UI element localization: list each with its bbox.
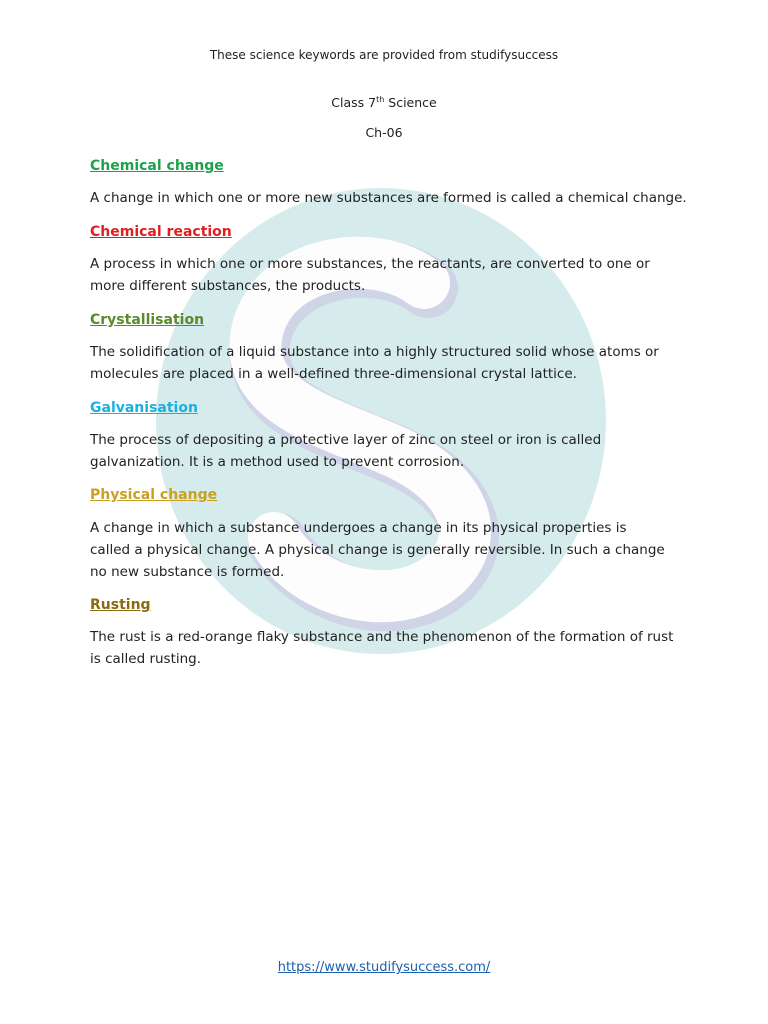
class-prefix: Class 7 [331, 95, 377, 110]
keyword-definition-block [90, 253, 680, 297]
footer-website-link[interactable]: https://www.studifysuccess.com/ [277, 960, 491, 975]
keyword-entry [90, 222, 690, 242]
keyword-entry [90, 595, 690, 615]
keyword-definition-block [90, 429, 690, 473]
keyword-title: Chemical reaction [90, 224, 232, 240]
class-heading [0, 95, 768, 110]
header-note: These science keywords are provided from studifysuccess [209, 48, 559, 62]
keyword-entry [90, 310, 690, 330]
keyword-definition-block [90, 341, 670, 385]
keyword-title: Rusting [90, 597, 151, 613]
keyword-definition: The process of depositing a protective layer of zinc on steel or iron is called galvanization. It is a method used to prevent corrosion. [90, 432, 602, 470]
keyword-definition-block [90, 517, 665, 583]
keyword-title: Galvanisation [90, 400, 198, 416]
keyword-definition: The solidification of a liquid substance into a highly structured solid whose atoms or molecules are placed in a well-defined three-dimensional crystal lattice. [90, 344, 659, 382]
class-superscript: th [376, 95, 385, 104]
keyword-definition: A change in which a substance undergoes a change in its physical properties is called a physical change. A physical change is generally reversible. In such a change no new substance is formed. [90, 520, 665, 580]
keyword-title: Chemical change [90, 158, 224, 174]
keyword-definition: The rust is a red-orange flaky substance and the phenomenon of the formation of rust is called rusting. [90, 629, 674, 667]
keyword-definition-block [90, 626, 680, 670]
keyword-title: Crystallisation [90, 312, 205, 328]
keyword-definition-block [90, 187, 690, 209]
keyword-title: Physical change [90, 487, 218, 503]
keyword-entry [90, 485, 690, 505]
keyword-definition: A process in which one or more substances, the reactants, are converted to one or more different substances, the products. [90, 256, 650, 294]
keyword-entry [90, 398, 690, 418]
chapter-heading: Ch-06 [365, 125, 403, 140]
keyword-definition: A change in which one or more new substances are formed is called a chemical change. [90, 190, 687, 206]
class-suffix: Science [384, 95, 437, 110]
keyword-entry [90, 156, 690, 176]
